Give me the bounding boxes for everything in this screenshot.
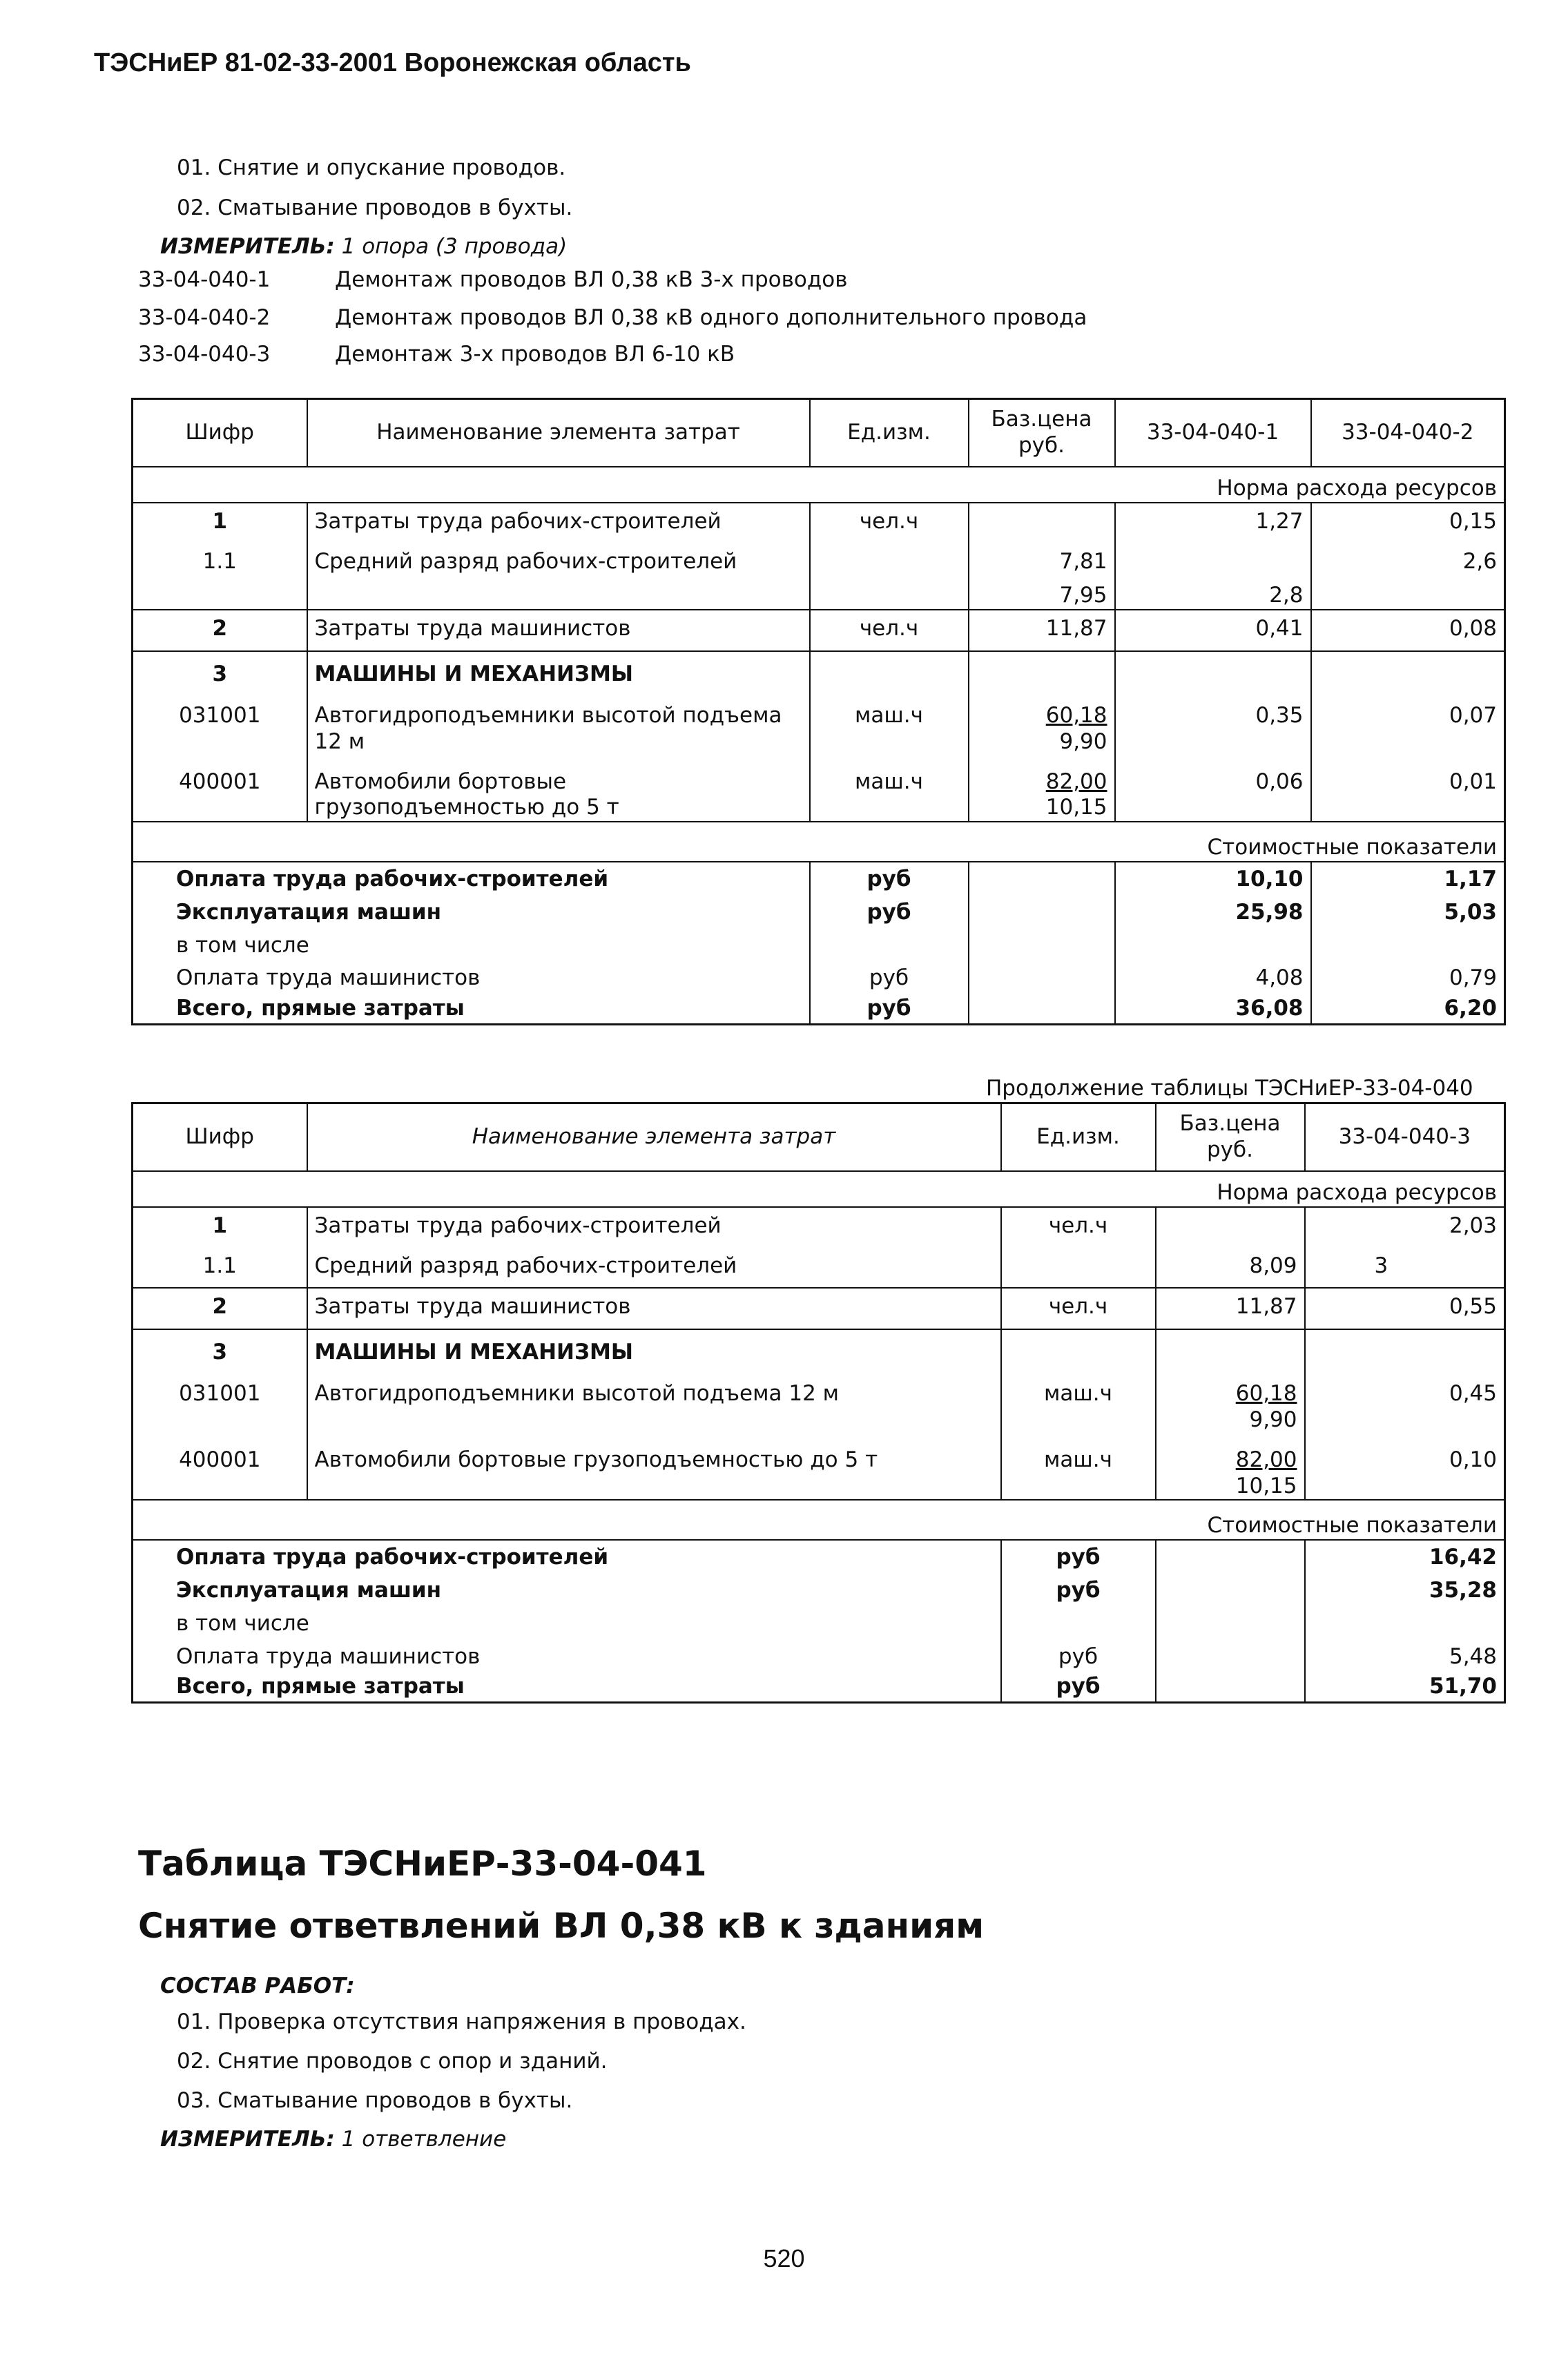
row-code: 400001 <box>133 755 307 822</box>
meter-line <box>160 2127 506 2152</box>
header-price: Баз.цена руб. <box>969 399 1115 467</box>
header-col-1: 33-04-040-1 <box>1115 399 1311 467</box>
row-price <box>969 755 1115 822</box>
page-number: 520 <box>763 2244 805 2273</box>
row-value-2 <box>1311 575 1505 610</box>
row-unit <box>810 651 969 688</box>
row-code: 400001 <box>133 1434 307 1501</box>
header-name: Наименование элемента затрат <box>307 1103 1001 1172</box>
operation-item: 03. Сматывание проводов в бухты. <box>177 2088 573 2113</box>
header-col-2: 33-04-040-2 <box>1311 399 1505 467</box>
sum-value-2 <box>1311 926 1505 959</box>
row-name: Автомобили бортовые грузоподъемностью до 5 т <box>307 1434 1001 1501</box>
sum-value-1: 25,98 <box>1115 893 1311 926</box>
band-cost: Стоимостные показатели <box>133 822 1505 862</box>
sum-row <box>133 926 1505 959</box>
header-code: Шифр <box>133 1103 307 1172</box>
header-price: Баз.цена руб. <box>1156 1103 1305 1172</box>
price-driver-wage: 10,15 <box>1235 1473 1297 1498</box>
header-code: Шифр <box>133 399 307 467</box>
sum-value-2: 0,79 <box>1311 958 1505 992</box>
row-value-1: 2,03 <box>1305 1207 1505 1239</box>
sum-value-1: 51,70 <box>1305 1670 1505 1702</box>
row-name: МАШИНЫ И МЕХАНИЗМЫ <box>307 651 810 688</box>
row-price <box>1156 1366 1305 1434</box>
row-value-2: 0,08 <box>1311 610 1505 651</box>
sum-row <box>133 1637 1505 1670</box>
row-value-1: 0,45 <box>1305 1366 1505 1434</box>
row-unit <box>1001 1329 1156 1366</box>
sum-label: Оплата труда рабочих-строителей <box>133 862 810 893</box>
row-name: МАШИНЫ И МЕХАНИЗМЫ <box>307 1329 1001 1366</box>
meter-line <box>160 234 567 259</box>
sum-row <box>133 992 1505 1024</box>
price-machine: 60,18 <box>1235 1381 1297 1407</box>
table-row <box>133 575 1505 610</box>
row-value-2: 0,07 <box>1311 688 1505 755</box>
sum-unit: руб <box>810 958 969 992</box>
row-name: Автомобили бортовые грузоподъемностью до 5 т <box>307 755 810 822</box>
norm-table-1 <box>131 398 1506 1025</box>
sum-value-2: 6,20 <box>1311 992 1505 1024</box>
works-label: СОСТАВ РАБОТ: <box>160 1974 355 1998</box>
band-row <box>133 1171 1505 1207</box>
price-driver-wage: 9,90 <box>1059 729 1107 754</box>
meter-value: 1 опора (3 провода) <box>341 234 568 259</box>
table-row <box>133 1366 1505 1434</box>
table-row <box>133 1288 1505 1329</box>
price-machine: 82,00 <box>1235 1447 1297 1472</box>
row-unit: маш.ч <box>1001 1366 1156 1434</box>
sum-unit: руб <box>1001 1670 1156 1702</box>
row-price <box>1156 1329 1305 1366</box>
row-price: 11,87 <box>1156 1288 1305 1329</box>
row-price <box>969 688 1115 755</box>
sum-row <box>133 1670 1505 1702</box>
row-price: 7,95 <box>969 575 1115 610</box>
row-code: 031001 <box>133 1366 307 1434</box>
row-name <box>307 575 810 610</box>
sum-row <box>133 1604 1505 1637</box>
table-row <box>133 503 1505 535</box>
next-table-subtitle: Снятие ответвлений ВЛ 0,38 кВ к зданиям <box>138 1906 985 1946</box>
row-value-1: 0,10 <box>1305 1434 1505 1501</box>
row-value-2: 0,15 <box>1311 503 1505 535</box>
header-col-1: 33-04-040-3 <box>1305 1103 1505 1172</box>
row-code: 2 <box>133 610 307 651</box>
page-header-title: ТЭСНиЕР 81-02-33-2001 Воронежская область <box>94 48 691 77</box>
row-value-2 <box>1311 651 1505 688</box>
table-header-row <box>133 1103 1505 1172</box>
sum-label: Оплата труда машинистов <box>133 1637 1001 1670</box>
sum-value-1: 4,08 <box>1115 958 1311 992</box>
row-unit: чел.ч <box>810 610 969 651</box>
operation-item: 02. Снятие проводов с опор и зданий. <box>177 2049 608 2074</box>
row-code: 3 <box>133 651 307 688</box>
row-name: Автогидроподъемники высотой подъема 12 м <box>307 688 810 755</box>
sum-label: Эксплуатация машин <box>133 1571 1001 1604</box>
table-row <box>133 610 1505 651</box>
sum-unit: руб <box>1001 1540 1156 1571</box>
row-price <box>1156 1207 1305 1239</box>
sum-unit: руб <box>1001 1637 1156 1670</box>
sum-value-1 <box>1305 1604 1505 1637</box>
band-norm: Норма расхода ресурсов <box>133 467 1505 503</box>
table-row <box>133 1207 1505 1239</box>
row-code: 3 <box>133 1329 307 1366</box>
table-row <box>133 1239 1505 1289</box>
row-value-1 <box>1115 535 1311 575</box>
band-row <box>133 467 1505 503</box>
norm-code: 33-04-040-1 <box>138 267 271 292</box>
row-code: 1.1 <box>133 1239 307 1289</box>
sum-row <box>133 862 1505 893</box>
row-value-1 <box>1115 651 1311 688</box>
sum-value-1: 36,08 <box>1115 992 1311 1024</box>
price-machine: 82,00 <box>1045 769 1107 794</box>
sum-label: Всего, прямые затраты <box>133 1670 1001 1702</box>
price-driver-wage: 9,90 <box>1249 1407 1297 1432</box>
sum-unit: руб <box>1001 1571 1156 1604</box>
sum-value-1 <box>1115 926 1311 959</box>
row-code: 1 <box>133 1207 307 1239</box>
row-value-2: 2,6 <box>1311 535 1505 575</box>
row-value-1 <box>1305 1329 1505 1366</box>
meter-label: ИЗМЕРИТЕЛЬ: <box>160 2127 335 2152</box>
row-name: Средний разряд рабочих-строителей <box>307 1239 1001 1289</box>
sum-value-2: 5,03 <box>1311 893 1505 926</box>
operation-item: 01. Проверка отсутствия напряжения в проводах. <box>177 2009 746 2034</box>
sum-value-1: 35,28 <box>1305 1571 1505 1604</box>
row-code <box>133 575 307 610</box>
row-code: 1.1 <box>133 535 307 575</box>
row-name: Автогидроподъемники высотой подъема 12 м <box>307 1366 1001 1434</box>
sum-label: Оплата труда рабочих-строителей <box>133 1540 1001 1571</box>
sum-row <box>133 1540 1505 1571</box>
row-unit <box>810 535 969 575</box>
price-machine: 60,18 <box>1045 702 1107 728</box>
meter-value: 1 ответвление <box>341 2127 507 2152</box>
sum-value-1: 10,10 <box>1115 862 1311 893</box>
norm-code-description: Демонтаж проводов ВЛ 0,38 кВ одного дополнительного провода <box>335 305 1087 330</box>
row-price <box>969 651 1115 688</box>
band-cost: Стоимостные показатели <box>133 1500 1505 1540</box>
row-name: Затраты труда машинистов <box>307 610 810 651</box>
next-table-title: Таблица ТЭСНиЕР-33-04-041 <box>138 1844 707 1884</box>
header-name: Наименование элемента затрат <box>307 399 810 467</box>
row-name: Средний разряд рабочих-строителей <box>307 535 810 575</box>
table-row <box>133 535 1505 575</box>
row-value-1: 0,06 <box>1115 755 1311 822</box>
table-row <box>133 1329 1505 1366</box>
norm-code-description: Демонтаж 3-х проводов ВЛ 6-10 кВ <box>335 342 735 367</box>
sum-row <box>133 1571 1505 1604</box>
row-code: 031001 <box>133 688 307 755</box>
row-value-1: 0,35 <box>1115 688 1311 755</box>
row-value-1: 0,55 <box>1305 1288 1505 1329</box>
sum-unit: руб <box>810 893 969 926</box>
row-price: 11,87 <box>969 610 1115 651</box>
sum-value-1: 5,48 <box>1305 1637 1505 1670</box>
sum-row <box>133 958 1505 992</box>
table-row <box>133 651 1505 688</box>
row-unit: чел.ч <box>1001 1207 1156 1239</box>
row-value-1: 1,27 <box>1115 503 1311 535</box>
norm-code: 33-04-040-3 <box>138 342 271 367</box>
row-price <box>1156 1434 1305 1501</box>
row-unit: маш.ч <box>810 755 969 822</box>
row-value-2: 0,01 <box>1311 755 1505 822</box>
norm-code-description: Демонтаж проводов ВЛ 0,38 кВ 3-х проводов <box>335 267 848 292</box>
band-row <box>133 1500 1505 1540</box>
row-value-1: 3 <box>1305 1239 1505 1289</box>
row-code: 2 <box>133 1288 307 1329</box>
sum-unit: руб <box>810 862 969 893</box>
row-price: 7,81 <box>969 535 1115 575</box>
row-unit <box>810 575 969 610</box>
table-row <box>133 755 1505 822</box>
row-value-1: 0,41 <box>1115 610 1311 651</box>
row-value-1: 2,8 <box>1115 575 1311 610</box>
row-unit: чел.ч <box>810 503 969 535</box>
meter-label: ИЗМЕРИТЕЛЬ: <box>160 234 335 259</box>
row-price: 8,09 <box>1156 1239 1305 1289</box>
norm-table-2 <box>131 1102 1506 1704</box>
row-unit: чел.ч <box>1001 1288 1156 1329</box>
header-unit: Ед.изм. <box>810 399 969 467</box>
sum-value-1: 16,42 <box>1305 1540 1505 1571</box>
header-unit: Ед.изм. <box>1001 1103 1156 1172</box>
sum-label: Всего, прямые затраты <box>133 992 810 1024</box>
row-unit: маш.ч <box>1001 1434 1156 1501</box>
row-name: Затраты труда рабочих-строителей <box>307 1207 1001 1239</box>
sum-row <box>133 893 1505 926</box>
row-code: 1 <box>133 503 307 535</box>
sum-label: Эксплуатация машин <box>133 893 810 926</box>
sum-unit <box>1001 1604 1156 1637</box>
operation-item: 01. Снятие и опускание проводов. <box>177 155 566 180</box>
operation-item: 02. Сматывание проводов в бухты. <box>177 195 573 220</box>
norm-code: 33-04-040-2 <box>138 305 271 330</box>
table-header-row <box>133 399 1505 467</box>
row-price <box>969 503 1115 535</box>
row-name: Затраты труда рабочих-строителей <box>307 503 810 535</box>
sum-value-2: 1,17 <box>1311 862 1505 893</box>
row-name: Затраты труда машинистов <box>307 1288 1001 1329</box>
table-continuation-caption: Продолжение таблицы ТЭСНиЕР-33-04-040 <box>986 1076 1473 1101</box>
row-unit: маш.ч <box>810 688 969 755</box>
band-norm: Норма расхода ресурсов <box>133 1171 1505 1207</box>
table-row <box>133 1434 1505 1501</box>
band-row <box>133 822 1505 862</box>
price-driver-wage: 10,15 <box>1045 795 1107 820</box>
row-unit <box>1001 1239 1156 1289</box>
sum-label: в том числе <box>133 1604 1001 1637</box>
table-row <box>133 688 1505 755</box>
sum-label: в том числе <box>133 926 810 959</box>
sum-unit <box>810 926 969 959</box>
sum-unit: руб <box>810 992 969 1024</box>
sum-label: Оплата труда машинистов <box>133 958 810 992</box>
